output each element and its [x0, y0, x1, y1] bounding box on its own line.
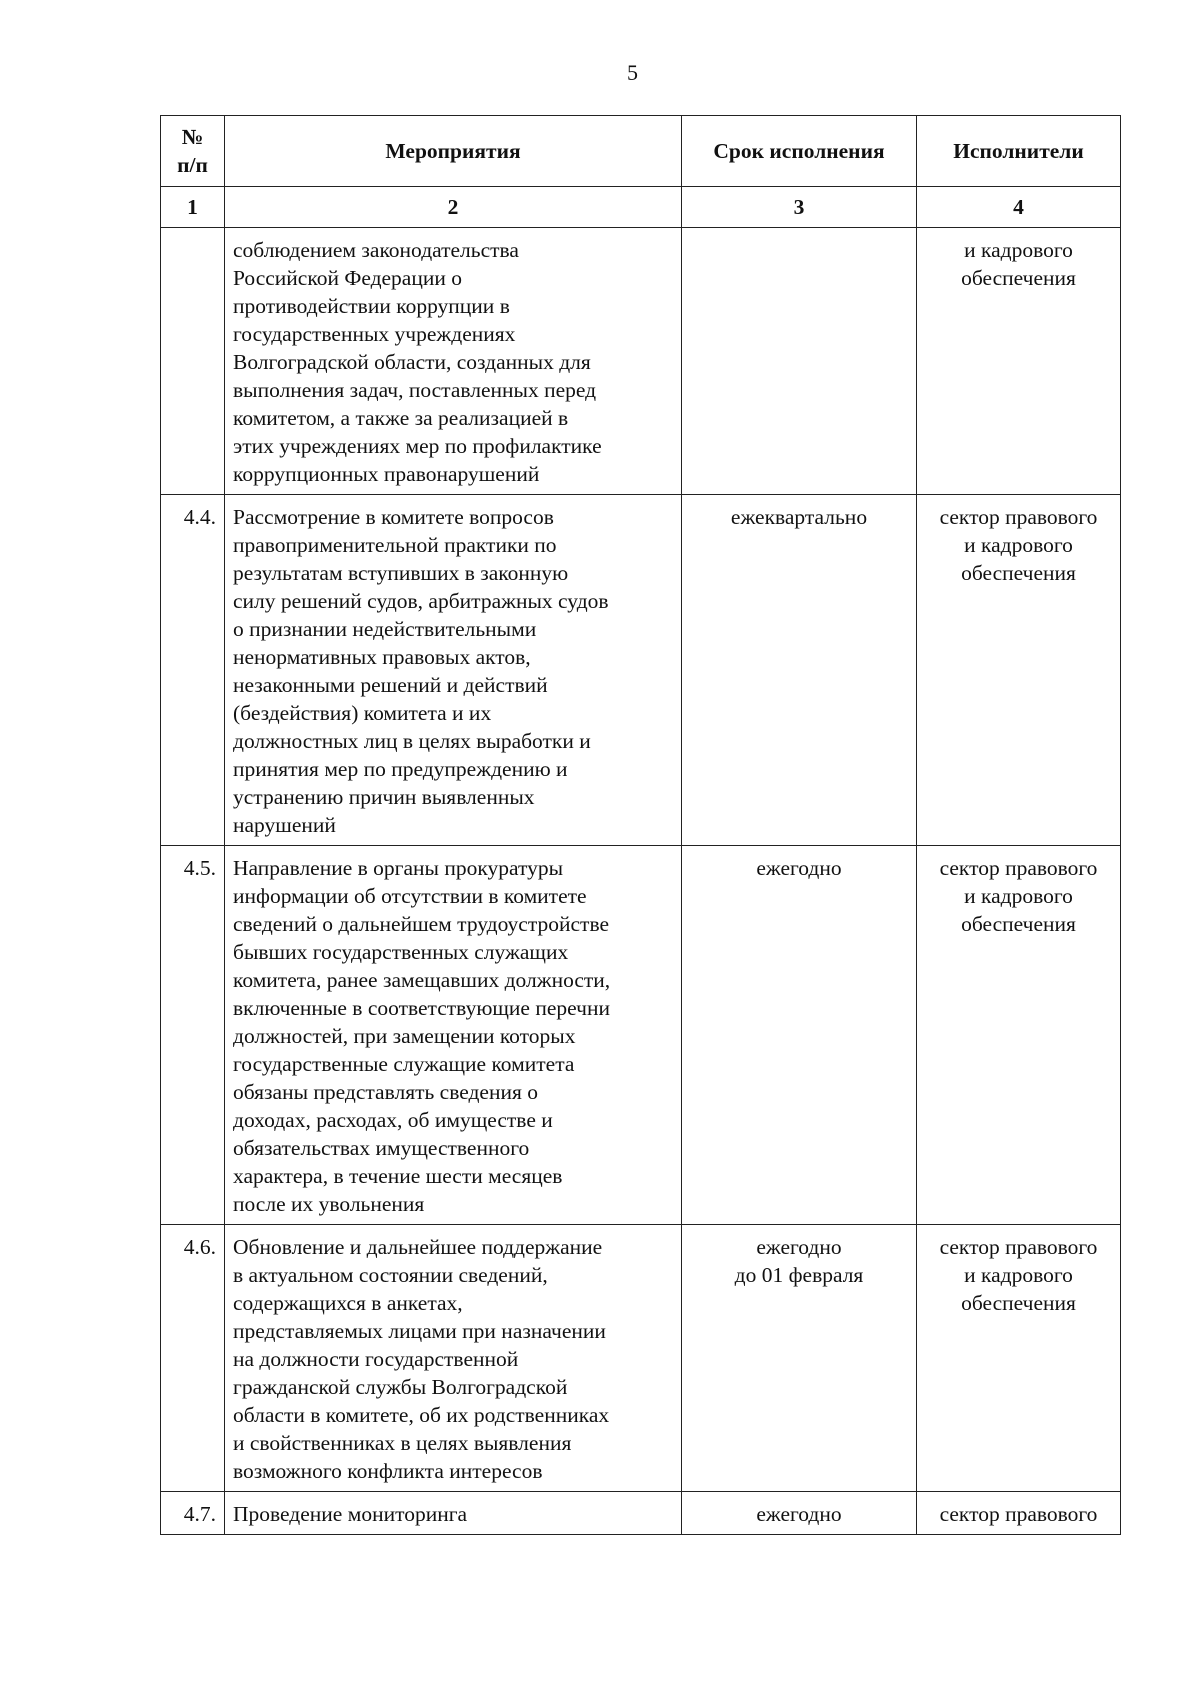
event-text-line: противодействии коррупции в — [233, 294, 510, 318]
row-number: 4.5. — [161, 846, 225, 1225]
executors-text-line: сектор правового — [939, 505, 1098, 529]
column-index: 2 — [225, 187, 682, 228]
event-text-line: незаконными решений и действий — [233, 673, 548, 697]
event-text-line: Волгоградской области, созданных для — [233, 350, 591, 374]
event-text-line: правоприменительной практики по — [233, 533, 557, 557]
event-text-line: бывших государственных служащих — [233, 940, 569, 964]
executors-cell — [917, 495, 1121, 846]
event-text-line: Российской Федерации о — [233, 266, 462, 290]
event-text-line: устранению причин выявленных — [233, 785, 535, 809]
executors-cell — [917, 846, 1121, 1225]
column-index: 3 — [682, 187, 917, 228]
event-text-line: нарушений — [233, 813, 336, 837]
executors-text-line: обеспечения — [961, 912, 1076, 936]
table-body — [161, 228, 1121, 1535]
event-cell — [225, 846, 682, 1225]
event-text-line: должностей, при замещении которых — [233, 1024, 576, 1048]
event-cell — [225, 228, 682, 495]
event-text-line: в актуальном состоянии сведений, — [233, 1263, 548, 1287]
executors-text-line: сектор правового — [939, 856, 1098, 880]
header-number-symbol: № — [181, 125, 204, 149]
event-text-line: (бездействия) комитета и их — [233, 701, 492, 725]
page-number: 5 — [627, 60, 638, 85]
event-text-line: обязательствах имущественного — [233, 1136, 530, 1160]
event-text-line: информации об отсутствии в комитете — [233, 884, 587, 908]
table-header-row — [161, 116, 1121, 187]
row-number: 4.4. — [161, 495, 225, 846]
term-text-line: ежегодно — [756, 1502, 842, 1526]
executors-text-line: и кадрового — [964, 1263, 1073, 1287]
event-text-line: содержащихся в анкетах, — [233, 1291, 463, 1315]
term-text-line: ежегодно — [756, 1235, 842, 1259]
event-text-line: характера, в течение шести месяцев — [233, 1164, 563, 1188]
event-text-line: должностных лиц в целях выработки и — [233, 729, 591, 753]
event-text-line: государственных учреждениях — [233, 322, 516, 346]
header-number — [161, 116, 225, 187]
table-row — [161, 495, 1121, 846]
event-text-line: представляемых лицами при назначении — [233, 1319, 606, 1343]
event-cell — [225, 1225, 682, 1492]
event-text-line: Обновление и дальнейшее поддержание — [233, 1235, 603, 1259]
header-number-abbr: п/п — [177, 153, 208, 177]
executors-text-line: и кадрового — [964, 238, 1073, 262]
executors-text-line: сектор правового — [939, 1235, 1098, 1259]
event-text-line: гражданской службы Волгоградской — [233, 1375, 568, 1399]
header-term: Срок исполнения — [682, 116, 917, 187]
executors-text-line: обеспечения — [961, 1291, 1076, 1315]
event-text-line: принятия мер по предупреждению и — [233, 757, 568, 781]
event-text-line: результатам вступивших в законную — [233, 561, 569, 585]
row-number — [161, 228, 225, 495]
event-text-line: комитетом, а также за реализацией в — [233, 406, 569, 430]
executors-cell — [917, 1492, 1121, 1535]
term-cell — [682, 846, 917, 1225]
event-text-line: коррупционных правонарушений — [233, 462, 540, 486]
table-row — [161, 846, 1121, 1225]
event-text-line: силу решений судов, арбитражных судов — [233, 589, 609, 613]
column-index: 1 — [161, 187, 225, 228]
column-index-row — [161, 187, 1121, 228]
event-text-line: комитета, ранее замещавших должности, — [233, 968, 611, 992]
event-text-line: о признании недействительными — [233, 617, 537, 641]
term-text-line: ежеквартально — [730, 505, 868, 529]
term-text-line: до 01 февраля — [734, 1263, 864, 1287]
event-cell — [225, 495, 682, 846]
table-row — [161, 228, 1121, 495]
event-text-line: сведений о дальнейшем трудоустройстве — [233, 912, 610, 936]
term-cell — [682, 1225, 917, 1492]
event-cell — [225, 1492, 682, 1535]
event-text-line: выполнения задач, поставленных перед — [233, 378, 597, 402]
term-text-line: ежегодно — [756, 856, 842, 880]
event-text-line: Проведение мониторинга — [233, 1502, 468, 1526]
executors-text-line: обеспечения — [961, 266, 1076, 290]
event-text-line: доходах, расходах, об имуществе и — [233, 1108, 553, 1132]
event-text-line: после их увольнения — [233, 1192, 425, 1216]
event-text-line: этих учреждениях мер по профилактике — [233, 434, 602, 458]
table-row — [161, 1492, 1121, 1535]
column-index: 4 — [917, 187, 1121, 228]
event-text-line: обязаны представлять сведения о — [233, 1080, 538, 1104]
executors-cell — [917, 1225, 1121, 1492]
row-number: 4.7. — [161, 1492, 225, 1535]
event-text-line: ненормативных правовых актов, — [233, 645, 531, 669]
term-cell — [682, 228, 917, 495]
header-executors: Исполнители — [917, 116, 1121, 187]
executors-cell — [917, 228, 1121, 495]
event-text-line: возможного конфликта интересов — [233, 1459, 543, 1483]
event-text-line: государственные служащие комитета — [233, 1052, 575, 1076]
event-text-line: на должности государственной — [233, 1347, 519, 1371]
header-event: Мероприятия — [225, 116, 682, 187]
executors-text-line: и кадрового — [964, 884, 1073, 908]
event-text-line: Направление в органы прокуратуры — [233, 856, 564, 880]
table-row — [161, 1225, 1121, 1492]
executors-text-line: и кадрового — [964, 533, 1073, 557]
event-text-line: включенные в соответствующие перечни — [233, 996, 610, 1020]
event-text-line: области в комитете, об их родственниках — [233, 1403, 610, 1427]
event-text-line: и свойственниках в целях выявления — [233, 1431, 572, 1455]
row-number: 4.6. — [161, 1225, 225, 1492]
executors-text-line: обеспечения — [961, 561, 1076, 585]
event-text-line: Рассмотрение в комитете вопросов — [233, 505, 554, 529]
term-cell — [682, 1492, 917, 1535]
executors-text-line: сектор правового — [939, 1502, 1098, 1526]
term-cell — [682, 495, 917, 846]
measures-table — [160, 115, 1121, 1535]
event-text-line: соблюдением законодательства — [233, 238, 519, 262]
